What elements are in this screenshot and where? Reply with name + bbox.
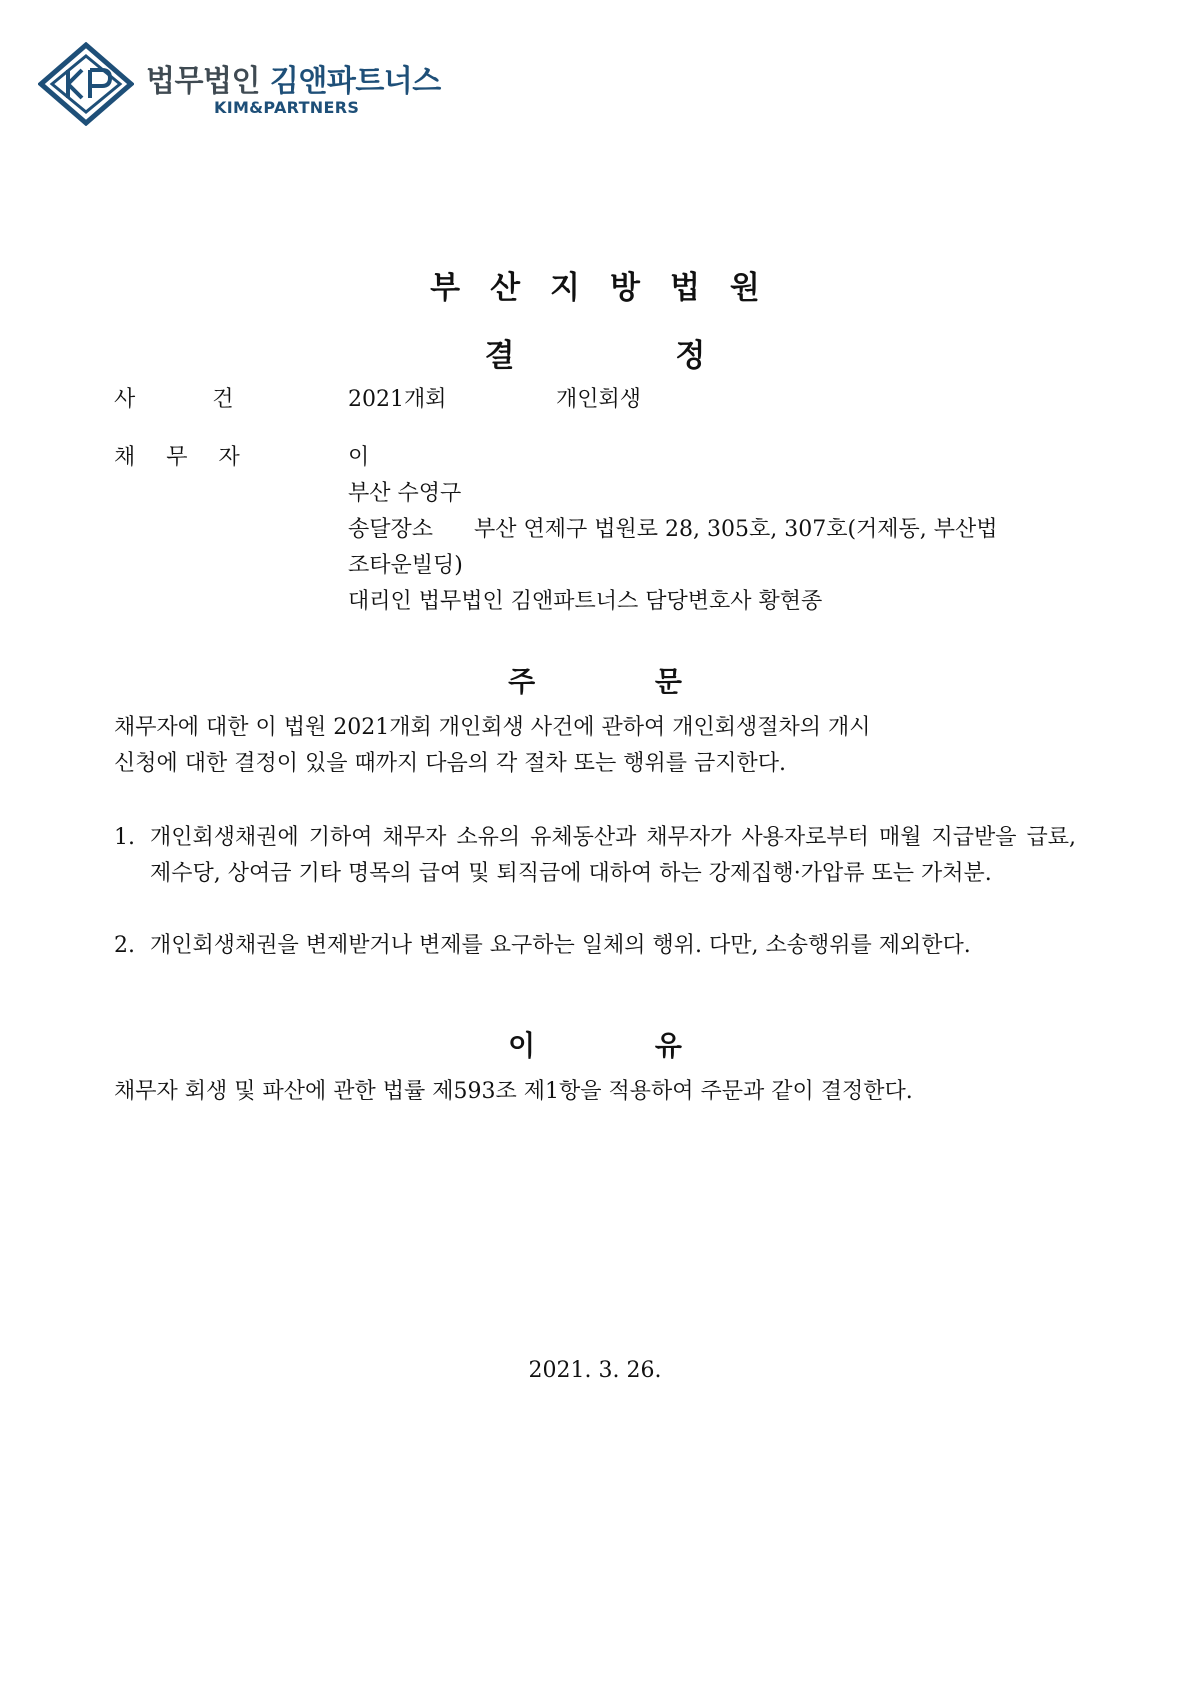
order-item-2	[114, 928, 1076, 964]
order-item-number: 2.	[114, 933, 135, 958]
court-name: 부산지방법원	[430, 270, 790, 306]
order-item-number: 1.	[114, 825, 135, 850]
reason-heading: 이 유	[508, 1029, 682, 1062]
debtor-agent: 대리인 법무법인 김앤파트너스 담당변호사 황현종	[348, 589, 823, 614]
order-heading: 주 문	[508, 665, 682, 698]
debtor-label: 채 무 자	[114, 445, 240, 470]
case-number: 2021개회	[348, 387, 447, 412]
order-intro-line1: 채무자에 대한 이 법원 2021개회 개인회생 사건에 관하여 개인회생절차의 개시	[114, 715, 871, 740]
case-label: 사 건	[114, 387, 234, 412]
order-intro-line2: 신청에 대한 결정이 있을 때까지 다음의 각 절차 또는 행위를 금지한다.	[114, 751, 786, 776]
firm-logo-english: KIM&PARTNERS	[214, 98, 360, 117]
firm-logo	[38, 42, 458, 126]
document-title: 결 정	[484, 338, 706, 374]
firm-logo-emblem-icon	[38, 42, 134, 126]
order-item-text: 개인회생채권을 변제받거나 변제를 요구하는 일체의 행위. 다만, 소송행위를 제외한다.	[150, 933, 971, 958]
service-address-line2: 조타운빌딩)	[348, 553, 463, 578]
firm-logo-prefix: 법무법인	[146, 64, 260, 99]
service-address-line1: 부산 연제구 법원로 28, 305호, 307호(거제동, 부산법	[474, 517, 998, 542]
firm-logo-name: 김앤파트너스	[269, 64, 441, 99]
debtor-address: 부산 수영구	[348, 481, 462, 506]
order-item-text: 개인회생채권에 기하여 채무자 소유의 유체동산과 채무자가 사용자로부터 매월 지급받을 급료, 제수당, 상여금 기타 명목의 급여 및 퇴직금에 대하여 하는 강제집행·가압류 또는 가처분.	[150, 825, 1076, 886]
debtor-name: 이	[348, 445, 370, 470]
reason-text: 채무자 회생 및 파산에 관한 법률 제593조 제1항을 적용하여 주문과 같이 결정한다.	[114, 1079, 913, 1104]
case-name: 개인회생	[556, 387, 642, 412]
firm-logo-korean	[146, 56, 441, 100]
decision-date: 2021. 3. 26.	[528, 1358, 662, 1383]
order-item-1	[114, 820, 1076, 892]
service-address-label: 송달장소	[348, 517, 434, 542]
